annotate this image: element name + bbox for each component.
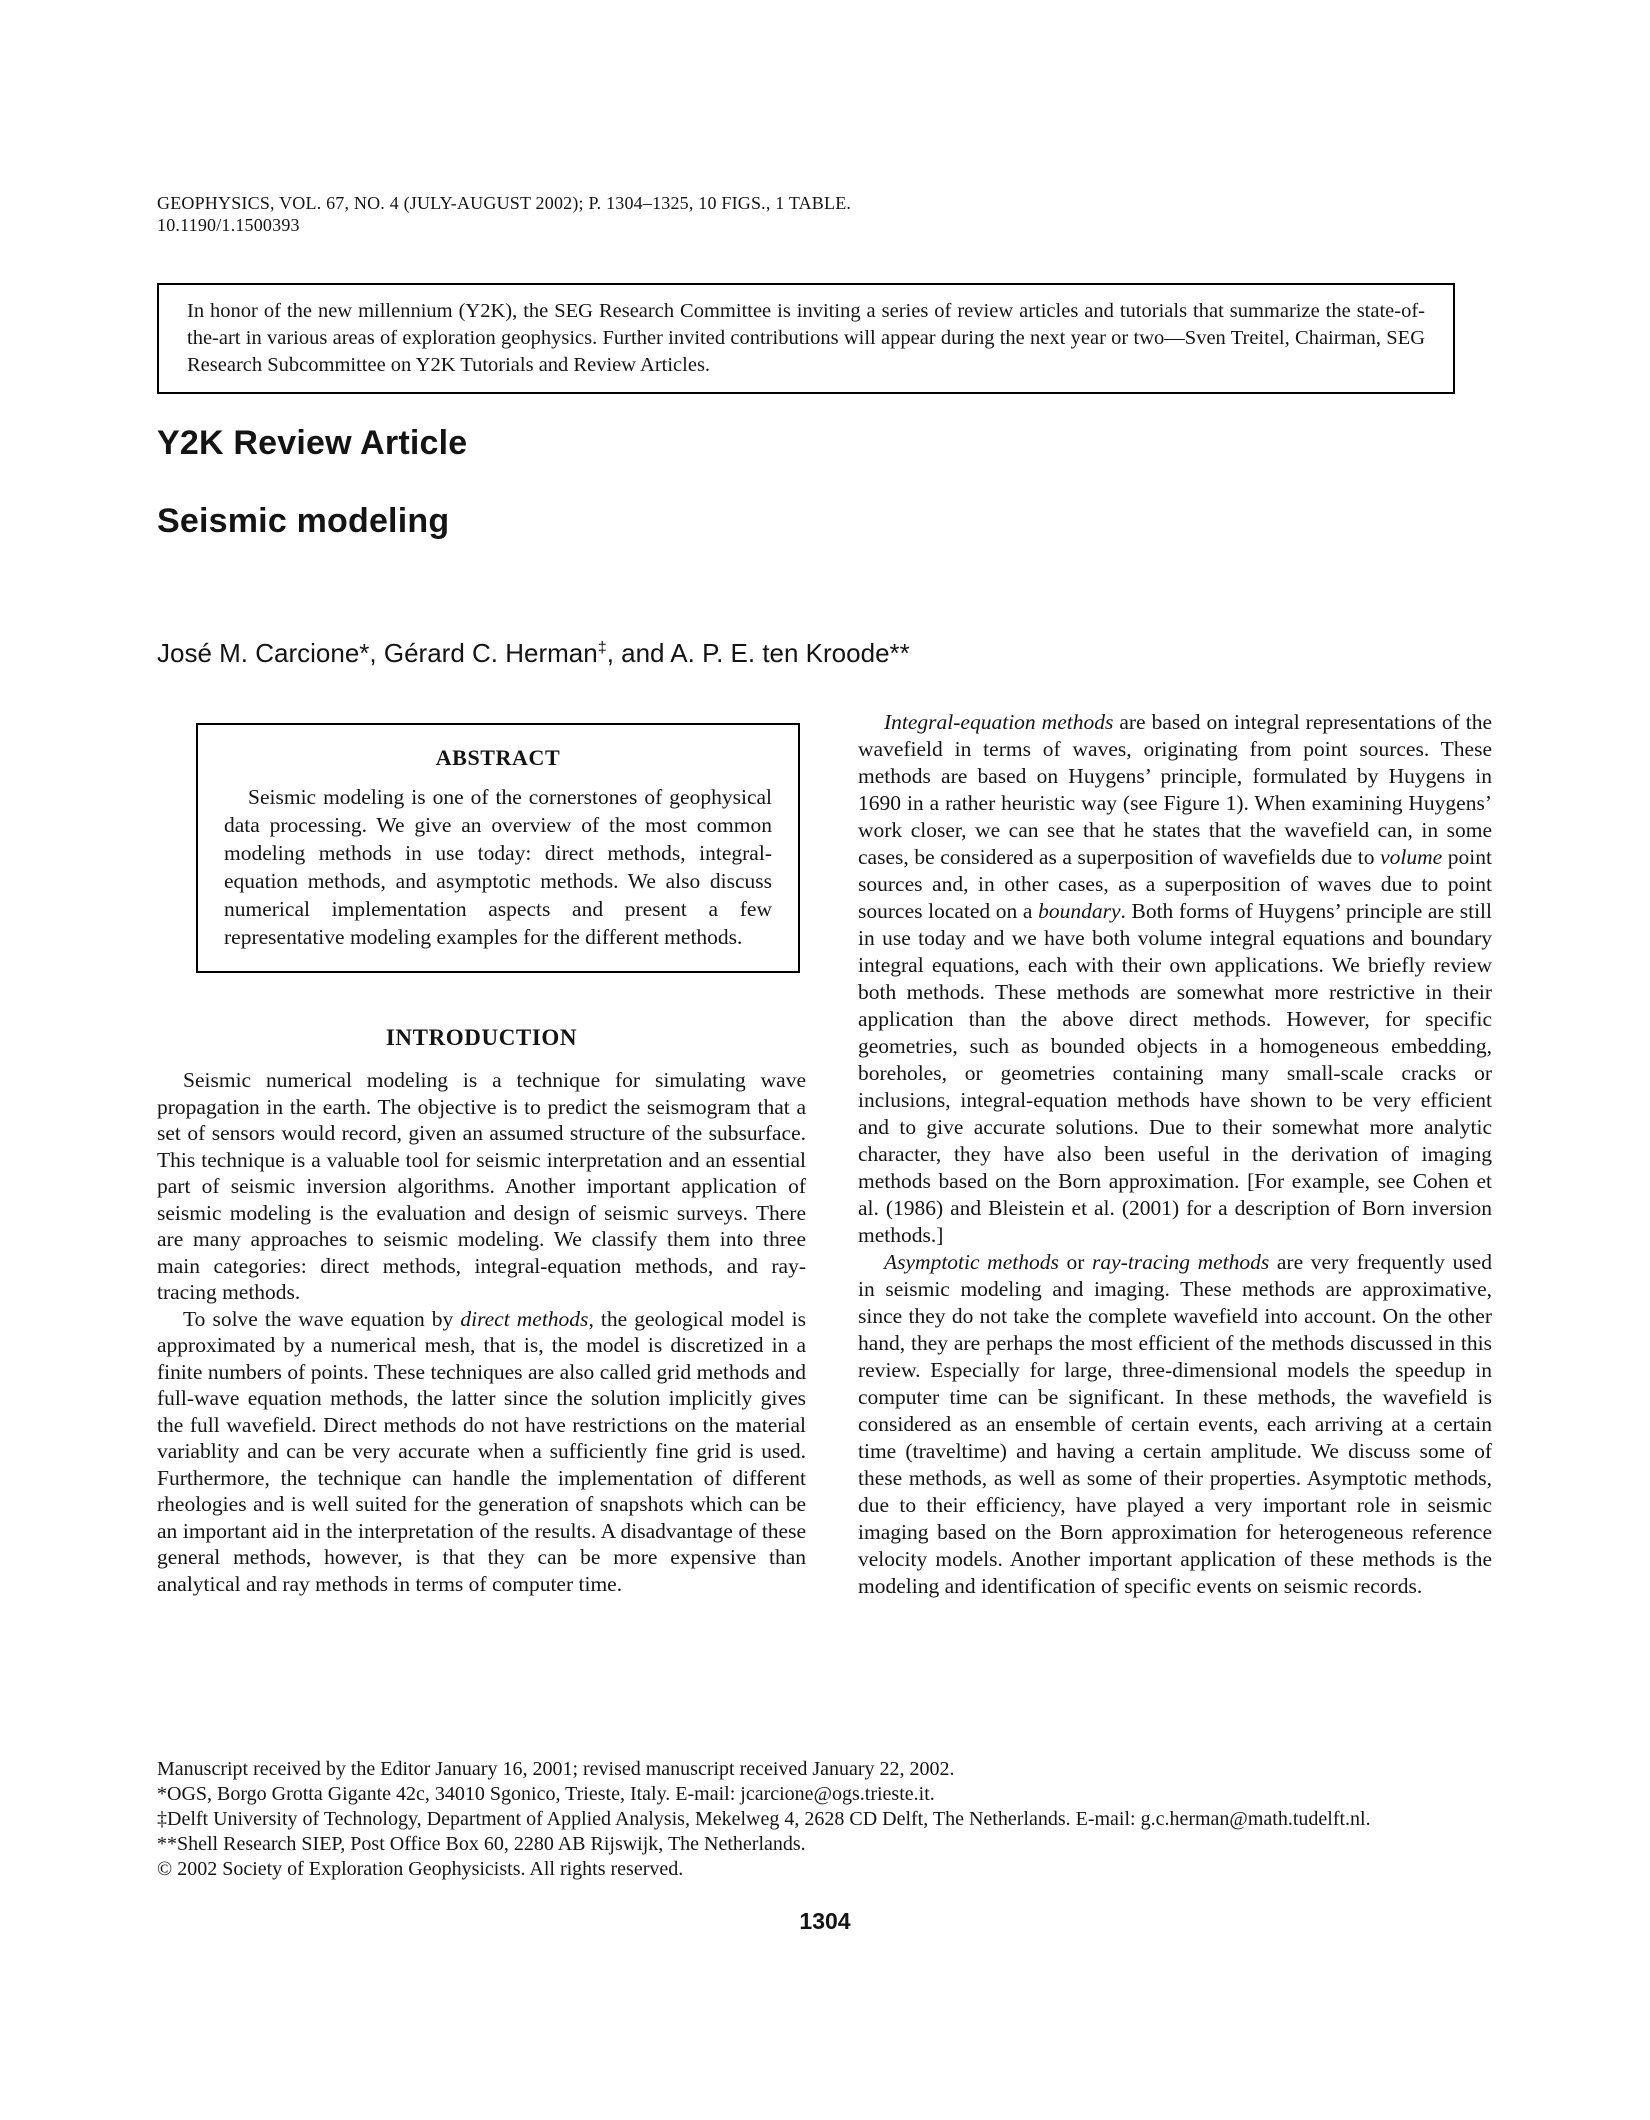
- editorial-notice-box: [157, 283, 1455, 394]
- intro-paragraph-integral-equation: Integral-equation methods are based on integral representations of the wavefield in terms of waves, originating from point sources. These methods are based on Huygens’ principle, formulated by Huygens in 1690 in a rather heuristic way (see Figure 1). When examining Huygens’ work closer, we can see that he states that the wavefield can, in some cases, be considered as a superposition of wavefields due to volume point sources and, in other cases, as a superposition of waves due to point sources located on a boundary. Both forms of Huygens’ principle are still in use today and we have both volume integral equations and boundary integral equations, each with their own applications. We briefly review both methods. These methods are somewhat more restrictive in their application than the above direct methods. However, for specific geometries, such as bounded objects in a homogeneous embedding, boreholes, or geometries containing many small-scale cracks or inclusions, integral-equation methods have shown to be very efficient and to give accurate solutions. Due to their somewhat more analytic character, they have also been useful in the derivation of imaging methods based on the Born approximation. [For example, see Cohen et al. (1986) and Bleistein et al. (2001) for a description of Born inversion methods.]: [858, 710, 1492, 1247]
- abstract-box: [196, 723, 800, 973]
- footnote-copyright: © 2002 Society of Exploration Geophysicists. All rights reserved.: [157, 1858, 684, 1880]
- footnote-herman-affiliation: ‡Delft University of Technology, Department of Applied Analysis, Mekelweg 4, 2628 CD Delft, The Netherlands. E-mail: g.c.herman@​math.tudelft.nl.: [157, 1808, 1371, 1830]
- page-number: 1304: [799, 1908, 851, 1934]
- left-column: [157, 709, 806, 1597]
- abstract-heading: ABSTRACT: [435, 745, 561, 770]
- intro-paragraph-direct-methods: To solve the wave equation by direct methods, the geological model is approximated by a numerical mesh, that is, the model is discretized in a finite numbers of points. These techniques are also called grid methods and full-wave equation methods, the latter since the solution implicitly gives the full wavefield. Direct methods do not have restrictions on the material variablity and can be very accurate when a sufficiently fine grid is used. Furthermore, the technique can handle the implementation of different rheologies and is well suited for the generation of snapshots which can be an important aid in the interpretation of the results. A disadvantage of these general methods, however, is that they can be more expensive than analytical and ray methods in terms of computer time.: [157, 1306, 806, 1596]
- journal-header: [157, 192, 851, 236]
- introduction-heading: INTRODUCTION: [385, 1025, 578, 1050]
- editorial-notice-text: In honor of the new millennium (Y2K), the SEG Research Committee is inviting a series of review articles and tutorials that summarize the state-of-the-art in various areas of exploration geophysics. Further invited contributions will appear during the next year or two—Sven Treitel, Chairman, SEG Research Subcommittee on Y2K Tutorials and Review Articles.: [187, 300, 1425, 376]
- article-kicker: Y2K Review Article: [157, 424, 468, 462]
- abstract-paragraph: Seismic modeling is one of the cornerstones of geophysical data processing. We give an overview of the most common modeling methods in use today: direct methods, integral-equation methods, and asymptotic methods. We also discuss numerical implementation aspects and present a few representative modeling examples for the different methods.: [224, 785, 772, 949]
- authors-line: José M. Carcione*, Gérard C. Herman‡, and A. P. E. ten Kroode**: [157, 638, 910, 668]
- article-title: Seismic modeling: [157, 502, 450, 540]
- journal-doi-line: 10.1190/1.1500393: [157, 215, 300, 235]
- journal-citation-line: GEOPHYSICS, VOL. 67, NO. 4 (JULY-AUGUST 2002); P. 1304–1325, 10 FIGS., 1 TABLE.: [157, 193, 852, 213]
- footnote-carcione-affiliation: *OGS, Borgo Grotta Gigante 42c, 34010 Sgonico, Trieste, Italy. E-mail: jcarcione@ogs.trieste.it.: [157, 1783, 935, 1805]
- footnote-manuscript-dates: Manuscript received by the Editor January 16, 2001; revised manuscript received January 22, 2002.: [157, 1758, 955, 1780]
- footnote-kroode-affiliation: **Shell Research SIEP, Post Office Box 60, 2280 AB Rijswijk, The Netherlands.: [157, 1833, 806, 1855]
- right-column: [858, 709, 1492, 1600]
- footnotes-block: [157, 1757, 1493, 1882]
- intro-paragraph-overview: Seismic numerical modeling is a technique for simulating wave propagation in the earth. The objective is to predict the seismogram that a set of sensors would record, given an assumed structure of the subsurface. This technique is a valuable tool for seismic interpretation and an essential part of seismic inversion algorithms. Another important application of seismic modeling is the evaluation and design of seismic surveys. There are many approaches to seismic modeling. We classify them into three main categories: direct methods, integral-equation methods, and ray-tracing methods.: [157, 1068, 806, 1304]
- intro-paragraph-asymptotic: Asymptotic methods or ray-tracing methods are very frequently used in seismic modeling and imaging. These methods are approximative, since they do not take the complete wavefield into account. On the other hand, they are perhaps the most efficient of the methods discussed in this review. Especially for large, three-dimensional models the speedup in computer time can be significant. In these methods, the wavefield is considered as an ensemble of certain events, each arriving at a certain time (traveltime) and having a certain amplitude. We discuss some of these methods, as well as some of their properties. Asymptotic methods, due to their efficiency, have played a very important role in seismic imaging based on the Born approximation for heterogeneous reference velocity models. Another important application of these methods is the modeling and identification of specific events on seismic records.: [858, 1250, 1492, 1598]
